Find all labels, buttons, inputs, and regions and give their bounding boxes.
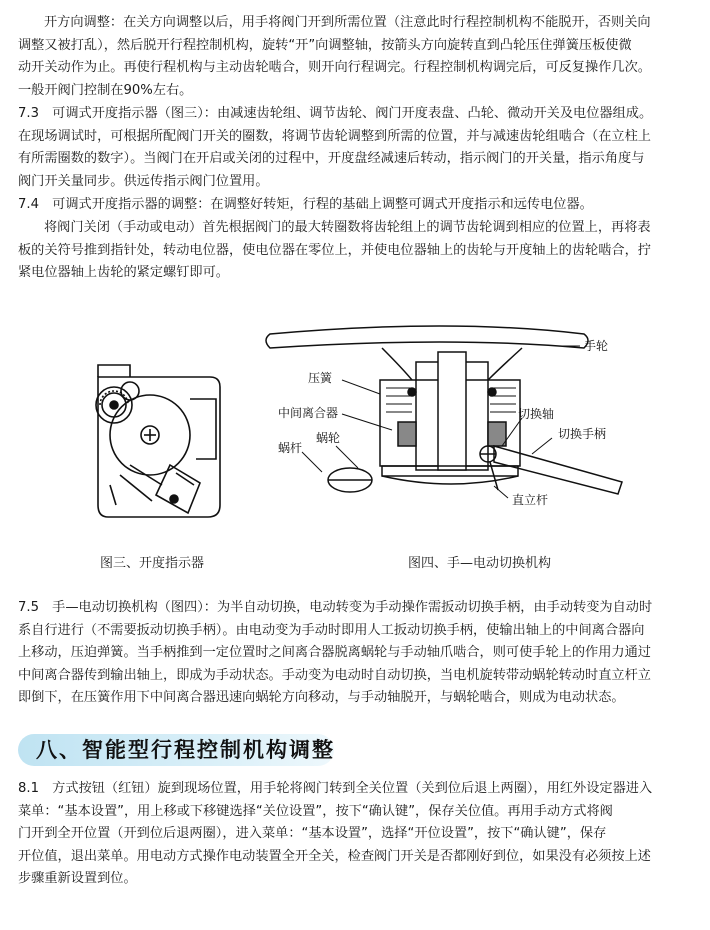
paragraph-close-valve (18, 217, 694, 285)
label-handwheel: 手轮 (584, 339, 609, 353)
text-line: 阀门开关量同步。供远传指示阀门位置用。 (18, 173, 269, 189)
figure4-caption: 图四、手—电动切换机构 (408, 556, 552, 571)
label-worm: 蜗杆 (278, 441, 303, 455)
paragraph-7-4 (18, 194, 694, 217)
label-upright-rod: 直立杆 (512, 493, 549, 507)
text-line: 将阀门关闭（手动或电动）首先根据阀门的最大转圈数将齿轮组上的调节齿轮调到相应的位置上，再将表 (44, 220, 651, 235)
text-line: 门开到全开位置（开到位后退两圈），进入菜单：“基本设置”，选择“开位设置”，按下“确认键”，保存 (18, 826, 607, 842)
text-line: 开位值，退出菜单。用电动方式操作电动装置全开全关，检查阀门开关是否都刚好到位，如果没有必须按上述 (18, 848, 651, 864)
text-line: 在现场调试时，可根据所配阀门开关的圈数，将调节齿轮调整到所需的位置，并与减速齿轮组啮合（在立柱上 (18, 128, 651, 144)
text-line: 步骤重新设置到位。 (18, 871, 137, 887)
text-line: 中间离合器传到输出轴上，即成为手动状态。手动变为电动时自动切换，当电机旋转带动蜗轮转动时直立杆立 (18, 667, 651, 683)
text-line: 7.3 可调式开度指示器（图三）：由减速齿轮组、调节齿轮、阀门开度表盘、凸轮、微动开关及电位器组成。 (18, 106, 653, 121)
label-spring: 压簧 (308, 371, 333, 385)
figure3-opening-indicator (70, 355, 240, 535)
text-line: 动开关动作为止。再使行程机构与主动齿轮啮合，则开向行程调完。行程控制机构调完后，可反复操作几次。 (18, 60, 651, 76)
text-line: 菜单：“基本设置”，用上移或下移键选择“关位设置”，按下“确认键”，保存关位值。再用手动方式将阀 (18, 803, 613, 819)
paragraph-7-5 (18, 597, 694, 710)
label-switch-shaft: 切换轴 (518, 407, 555, 421)
text-line: 一般开阀门控制在90%左右。 (18, 82, 193, 98)
text-line: 上移动，压迫弹簧。当手柄推到一定位置时之间离合器脱离蜗轮与手动轴爪啮合，则可使手轮上的作用力通过 (18, 645, 651, 661)
text-line: 系自行进行（不需要扳动切换手柄）。由电动变为手动时即用人工扳动切换手柄，使输出轴上的中间离合器向 (18, 622, 645, 638)
text-line: 调整又被打乱），然后脱开行程控制机构，旋转“开”向调整轴，按箭头方向旋转直到凸轮压住弹簧压板使微 (18, 37, 632, 53)
text-line: 开方向调整：在关方向调整以后，用手将阀门开到所需位置（注意此时行程控制机构不能脱开，否则关向 (44, 15, 651, 30)
label-clutch: 中间离合器 (278, 406, 339, 420)
figure4-switch-mechanism (262, 322, 642, 512)
text-line: 7.4 可调式开度指示器的调整：在调整好转矩，行程的基础上调整可调式开度指示和远传电位器。 (18, 197, 593, 212)
text-line: 即倒下，在压簧作用下中间离合器迅速向蜗轮方向移动，与手动轴脱开，与蜗轮啮合，则成为电动状态。 (18, 690, 625, 706)
label-worm-wheel: 蜗轮 (316, 431, 341, 445)
paragraph-8-1 (18, 778, 694, 891)
paragraph-open-direction (18, 12, 694, 102)
text-line: 7.5 手—电动切换机构（图四）：为半自动切换，电动转变为手动操作需扳动切换手柄，由手动转变为自动时 (18, 600, 653, 615)
text-line: 8.1 方式按钮（红钮）旋到现场位置，用手轮将阀门转到全关位置（关到位后退上两圈），用红外设定器进入 (18, 781, 653, 796)
text-line: 板的关符号推到指针处，转动电位器，使电位器在零位上，并使电位器轴上的齿轮与开度轴上的齿轮啮合，拧 (18, 242, 651, 258)
label-switch-handle: 切换手柄 (558, 427, 607, 441)
figure3-caption: 图三、开度指示器 (100, 556, 205, 571)
section-8-title: 八、智能型行程控制机构调整 (36, 738, 335, 762)
paragraph-7-3 (18, 103, 694, 193)
text-line: 紧电位器轴上齿轮的紧定螺钉即可。 (18, 265, 229, 281)
text-line: 有所需圈数的数字）。当阀门在开启或关闭的过程中，开度盘经减速后转动，指示阀门的开关量，指示角度与 (18, 151, 645, 167)
